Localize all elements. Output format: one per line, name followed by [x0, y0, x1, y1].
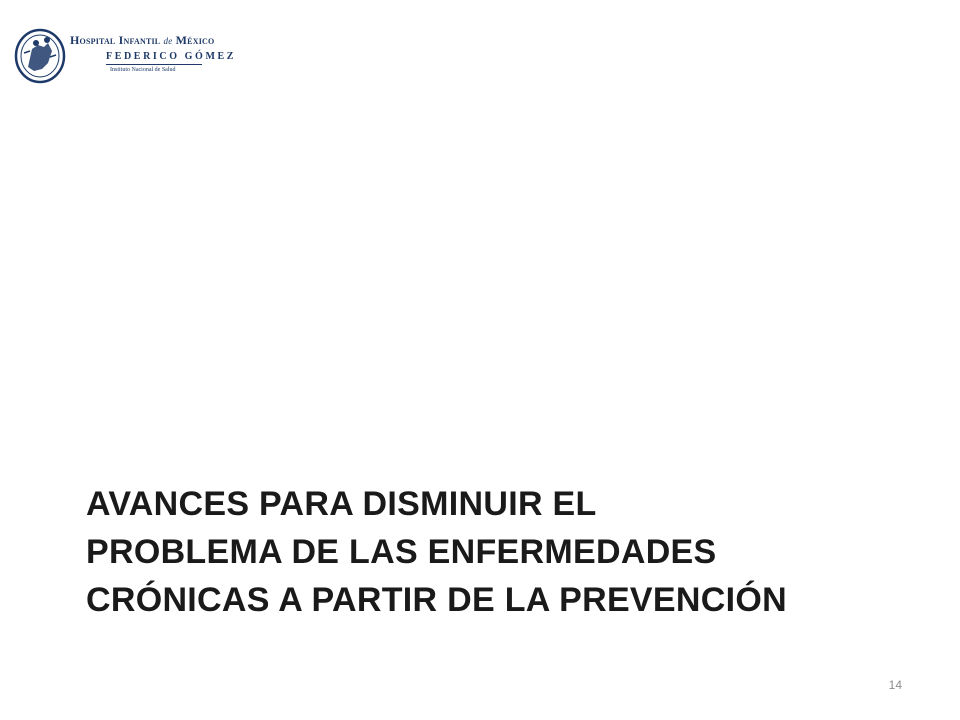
logo-institute: Instituto Nacional de Salud: [110, 67, 176, 73]
slide-title-line-3: CRÓNICAS A PARTIR DE LA PREVENCIÓN: [86, 581, 787, 619]
logo-federico-gomez: FEDERICO GÓMEZ: [106, 51, 237, 62]
slide-title-line-1: AVANCES PARA DISMINUIR EL: [86, 485, 597, 523]
slide-number: 14: [888, 678, 902, 692]
slide-title-line-2: PROBLEMA DE LAS ENFERMEDADES: [86, 533, 717, 571]
hospital-seal-icon: [14, 27, 70, 85]
logo-hospital-name: Hospital Infantil de México: [70, 33, 215, 47]
hospital-logo: [14, 27, 237, 89]
logo-divider: [106, 64, 202, 65]
logo-text: [70, 33, 237, 73]
slide-title: [86, 480, 906, 624]
